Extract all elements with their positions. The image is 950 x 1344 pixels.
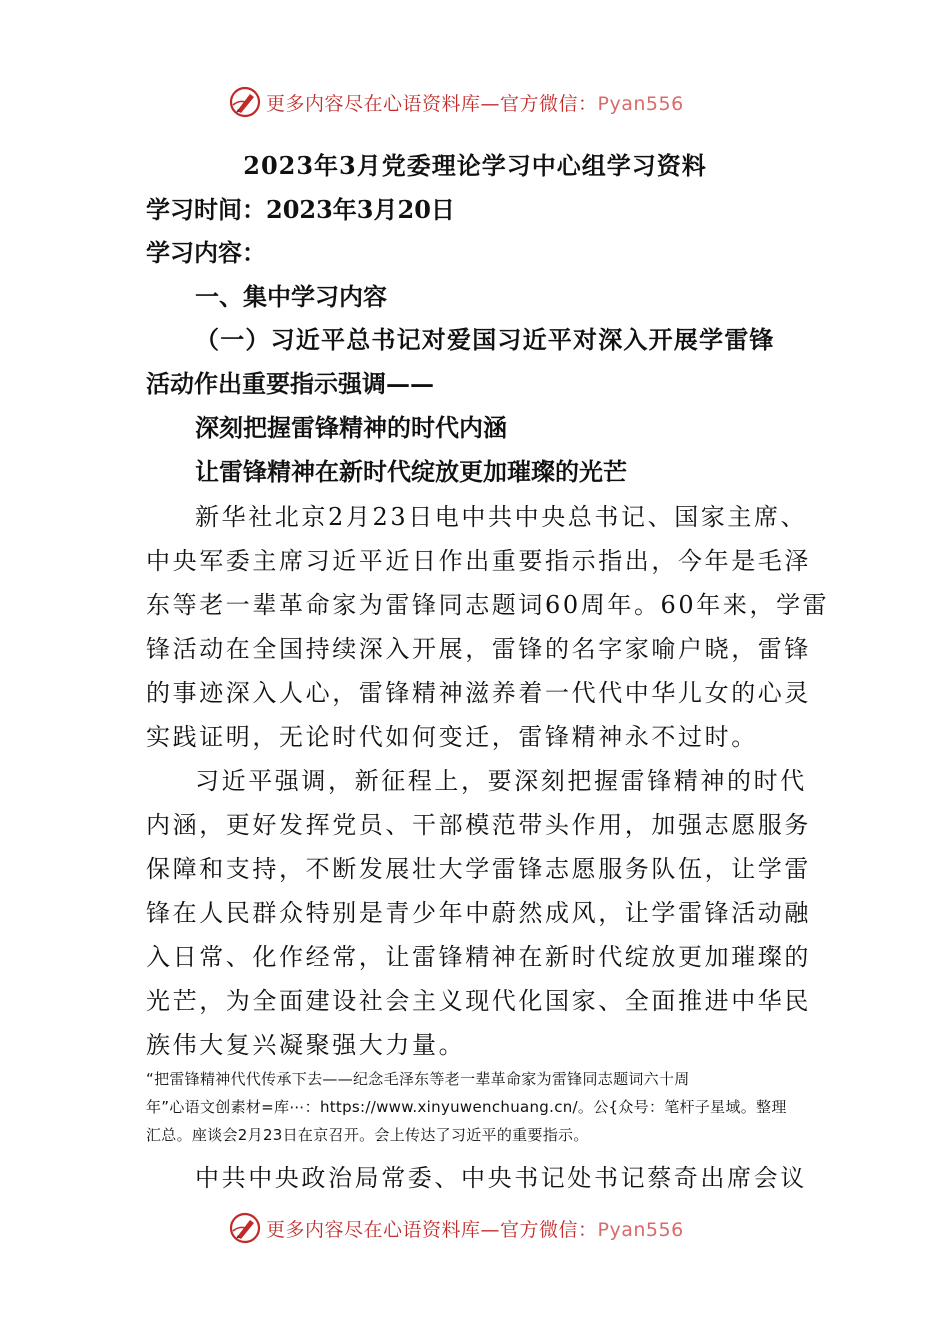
watermark-wechat-id: Pyan556 (597, 92, 684, 115)
subsection-heading-1-line1: （一）习近平总书记对爱国习近平对深入开展学雷锋 (195, 325, 775, 354)
note-line: 汇总。座谈会2月23日在京召开。会上传达了习近平的重要指示。 (146, 1126, 589, 1144)
paragraph-1-line: 新华社北京2月23日电中共中央总书记、国家主席、 (195, 503, 808, 531)
note-line: “把雷锋精神代代传承下去——纪念毛泽东等老一辈革命家为雷锋同志题词六十周 (146, 1070, 690, 1088)
document-title: 2023年3月党委理论学习中心组学习资料 (243, 151, 707, 180)
headline-1: 深刻把握雷锋精神的时代内涵 (195, 413, 507, 442)
pen-logo-icon (228, 85, 262, 119)
paragraph-1-line: 锋活动在全国持续深入开展，雷锋的名字家喻户晓，雷锋 (146, 635, 811, 663)
watermark-brand: 更多内容尽在心语资料库 (266, 1218, 481, 1241)
paragraph-1-line: 的事迹深入人心，雷锋精神滋养着一代代中华儿女的心灵 (146, 679, 811, 707)
paragraph-2-line: 内涵，更好发挥党员、干部模范带头作用，加强志愿服务 (146, 811, 811, 839)
subsection-heading-1-line2: 活动作出重要指示强调—— (146, 369, 434, 398)
pen-logo-icon (228, 1211, 262, 1245)
note-line: 年”心语文创素材=库⋯：https://www.xinyuwenchuang.cn/。公{众号：笔杆子星域。整理 (146, 1098, 787, 1116)
watermark-dash: — (480, 92, 501, 115)
paragraph-1-line: 东等老一辈革命家为雷锋同志题词60周年。60年来，学雷 (146, 591, 830, 619)
paragraph-2-line: 保障和支持，不断发展壮大学雷锋志愿服务队伍，让学雷 (146, 855, 811, 883)
paragraph-2-line: 族伟大复兴凝聚强大力量。 (146, 1031, 466, 1059)
paragraph-2-line: 光芒，为全面建设社会主义现代化国家、全面推进中华民 (146, 987, 811, 1015)
headline-2: 让雷锋精神在新时代绽放更加璀璨的光芒 (195, 457, 627, 486)
watermark-dash: — (480, 1218, 501, 1241)
paragraph-2-line: 入日常、化作经常，让雷锋精神在新时代绽放更加璀璨的 (146, 943, 811, 971)
watermark-brand: 更多内容尽在心语资料库 (266, 92, 481, 115)
paragraph-2-line: 习近平强调，新征程上，要深刻把握雷锋精神的时代 (195, 767, 807, 795)
study-time: 学习时间：2023年3月20日 (146, 195, 455, 224)
watermark-banner-top (228, 82, 684, 122)
watermark-official: 官方微信： (500, 92, 598, 115)
section-heading-1: 一、集中学习内容 (195, 282, 387, 311)
watermark-official: 官方微信： (500, 1218, 598, 1241)
watermark-banner-bottom (228, 1208, 684, 1248)
paragraph-1-line: 实践证明，无论时代如何变迁，雷锋精神永不过时。 (146, 723, 758, 751)
paragraph-3-line: 中共中央政治局常委、中央书记处书记蔡奇出席会议 (195, 1164, 807, 1192)
paragraph-1-line: 中央军委主席习近平近日作出重要指示指出，今年是毛泽 (146, 547, 811, 575)
paragraph-2-line: 锋在人民群众特别是青少年中蔚然成风，让学雷锋活动融 (146, 899, 811, 927)
study-content-label: 学习内容： (146, 238, 266, 267)
watermark-wechat-id: Pyan556 (597, 1218, 684, 1241)
